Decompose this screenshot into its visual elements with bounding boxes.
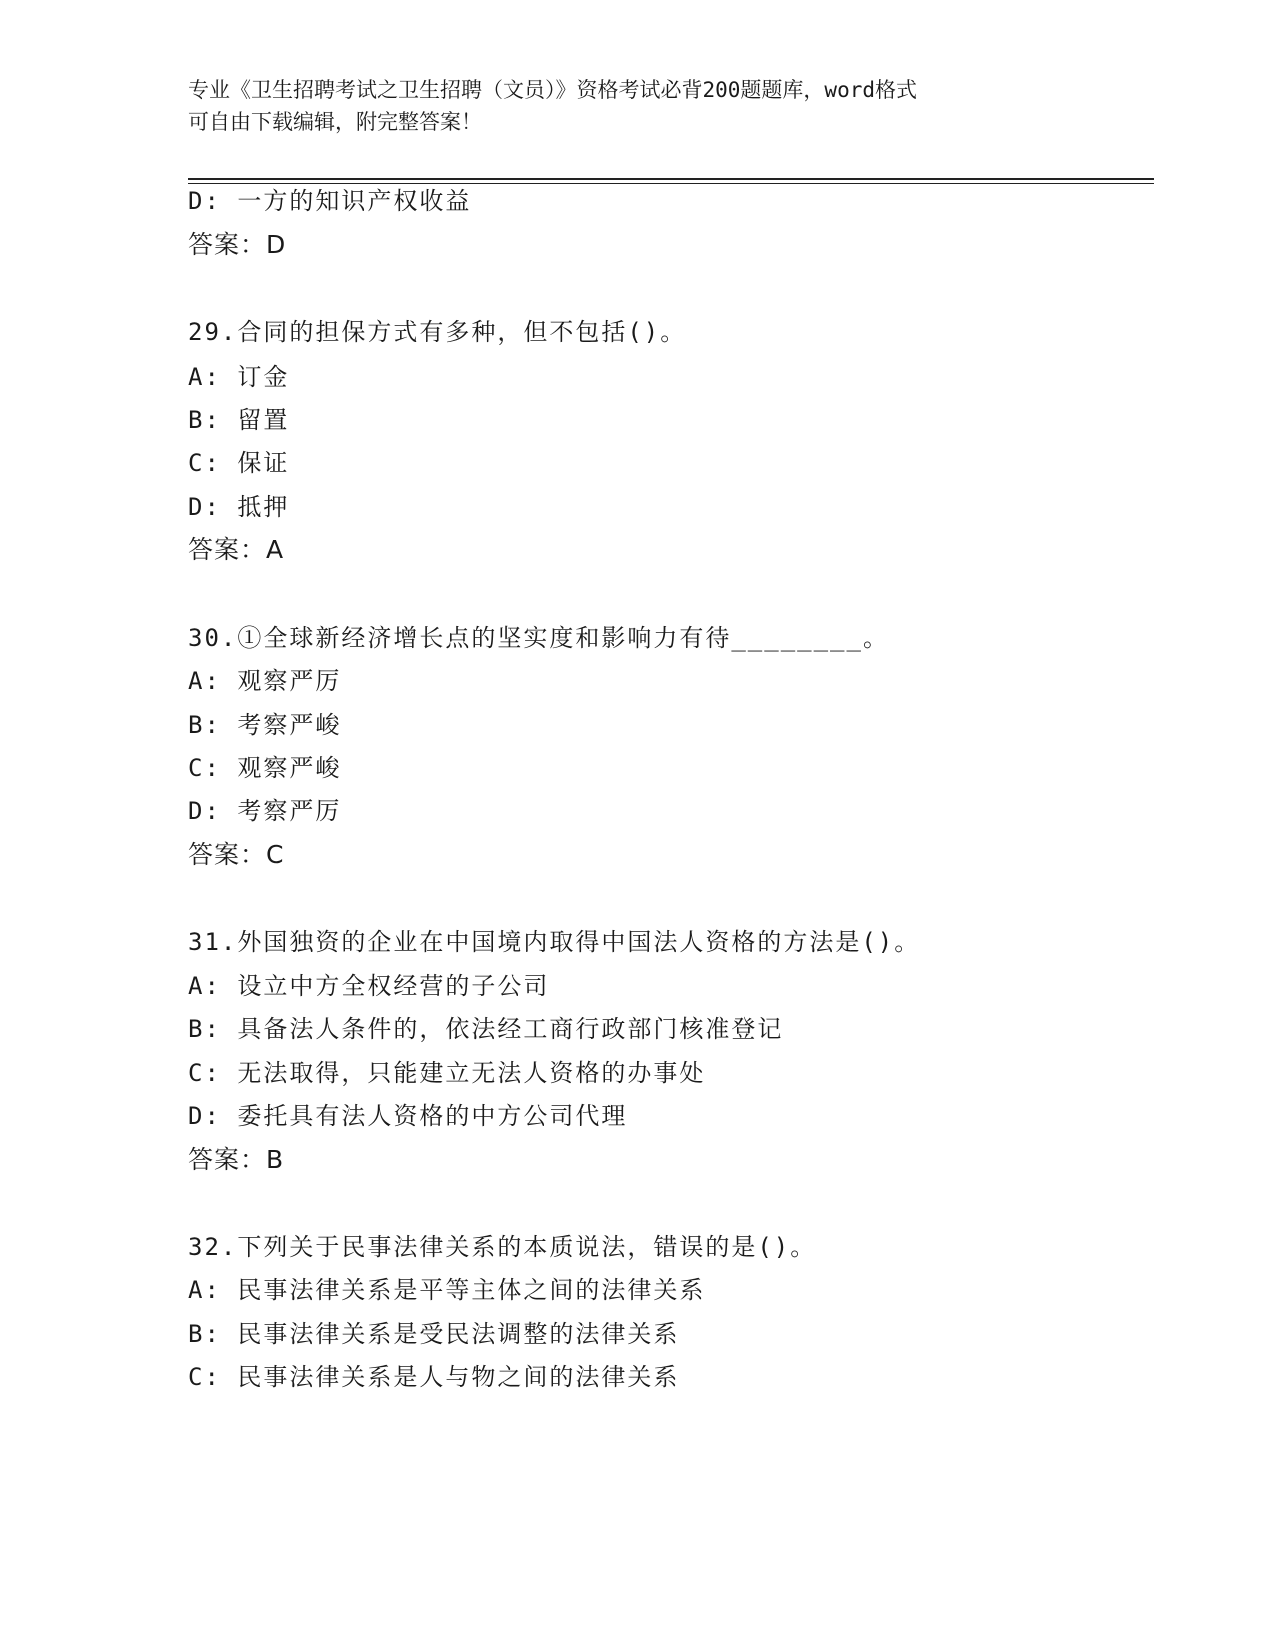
question-30-option-b: B: 考察严峻: [188, 711, 342, 739]
question-29-option-b: B: 留置: [188, 406, 290, 434]
question-30-answer: 答案：C: [188, 840, 285, 869]
question-31-stem: 31.外国独资的企业在中国境内取得中国法人资格的方法是()。: [188, 928, 921, 956]
question-30-stem: 30.①全球新经济增长点的坚实度和影响力有待________。: [188, 624, 889, 652]
prev-answer: 答案：D: [188, 230, 287, 259]
question-32-option-a: A: 民事法律关系是平等主体之间的法律关系: [188, 1276, 706, 1304]
question-29-answer: 答案：A: [188, 535, 285, 564]
header-divider-thin: [188, 183, 1154, 184]
question-29-option-a: A: 订金: [188, 363, 290, 391]
question-29-stem: 29.合同的担保方式有多种，但不包括()。: [188, 318, 687, 346]
document-header: [188, 74, 1088, 138]
header-divider-thick: [188, 178, 1154, 180]
question-30-option-c: C: 观察严峻: [188, 754, 342, 782]
question-32-option-c: C: 民事法律关系是人与物之间的法律关系: [188, 1363, 680, 1391]
question-30-option-a: A: 观察严厉: [188, 667, 342, 695]
question-29-option-d: D: 抵押: [188, 493, 290, 521]
question-31-option-a: A: 设立中方全权经营的子公司: [188, 972, 550, 1000]
question-30-option-d: D: 考察严厉: [188, 797, 342, 825]
question-31-option-d: D: 委托具有法人资格的中方公司代理: [188, 1102, 628, 1130]
question-29-option-c: C: 保证: [188, 449, 290, 477]
header-line-1: 专业《卫生招聘考试之卫生招聘（文员）》资格考试必背200题题库，word格式: [188, 78, 917, 102]
question-31-option-c: C: 无法取得，只能建立无法人资格的办事处: [188, 1059, 706, 1087]
header-line-2: 可自由下载编辑，附完整答案！: [188, 110, 482, 134]
question-31-answer: 答案：B: [188, 1145, 285, 1174]
question-31-option-b: B: 具备法人条件的，依法经工商行政部门核准登记: [188, 1015, 784, 1043]
question-32-stem: 32.下列关于民事法律关系的本质说法，错误的是()。: [188, 1233, 817, 1261]
prev-option-d: D: 一方的知识产权收益: [188, 187, 472, 215]
question-32-option-b: B: 民事法律关系是受民法调整的法律关系: [188, 1320, 680, 1348]
